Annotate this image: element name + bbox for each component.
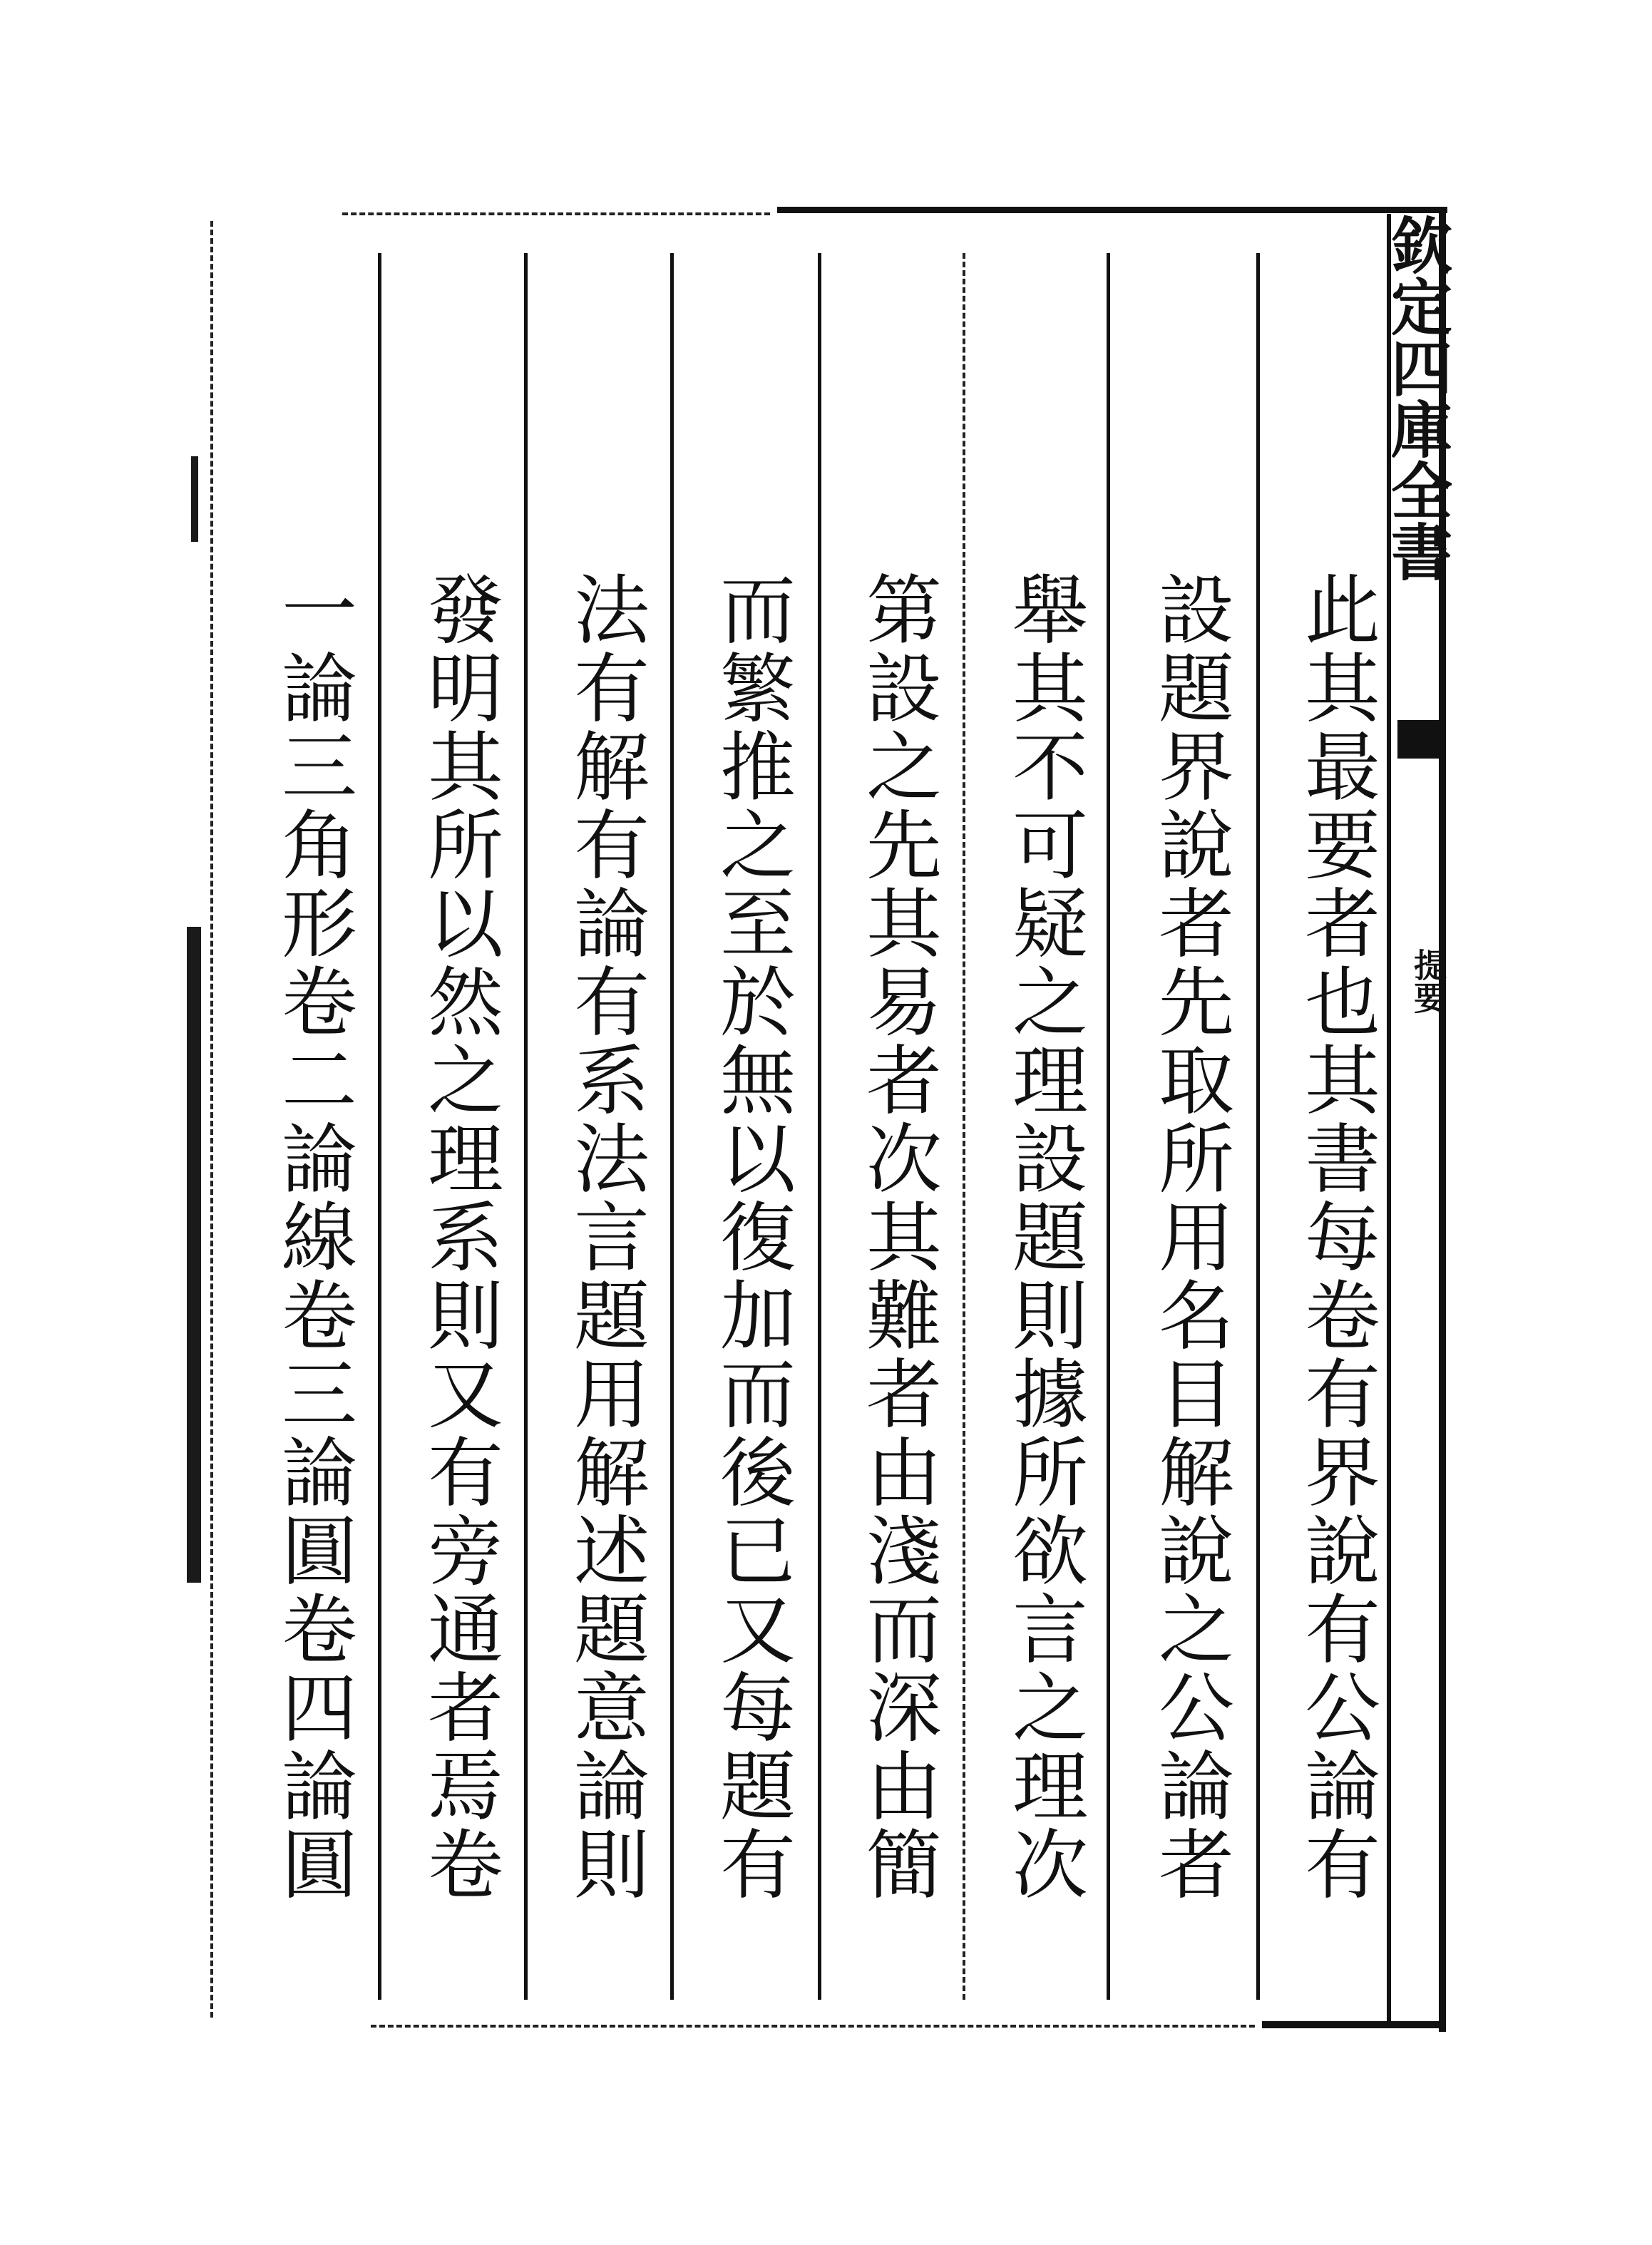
- bottom-border-rule: [1262, 2021, 1446, 2028]
- text-column-2: 設題界說者先取所用名目解說之公論者: [1146, 570, 1234, 1904]
- binding-mark: [191, 456, 198, 542]
- text-column-6: 法有解有論有系法言題用解述題意論則: [562, 570, 650, 1904]
- text-column-5: 而繁推之至於無以復加而後已又每題有: [708, 570, 796, 1904]
- text-column-3: 舉其不可疑之理設題則據所欲言之理次: [1000, 570, 1088, 1904]
- column-divider: [1107, 253, 1110, 2000]
- column-divider: [1256, 253, 1260, 2000]
- top-border-dotted: [342, 212, 770, 215]
- column-divider: [670, 253, 674, 2000]
- column-divider: [524, 253, 528, 2000]
- top-border-rule: [777, 207, 1447, 213]
- binding-mark: [187, 927, 201, 1583]
- fishtail-mark: [1397, 720, 1442, 759]
- left-border-dotted: [210, 221, 213, 2018]
- column-divider: [963, 253, 965, 2000]
- bottom-border-dotted: [371, 2025, 1255, 2028]
- column-divider: [378, 253, 381, 2000]
- text-column-4: 第設之先其易者次其難者由淺而深由簡: [854, 570, 942, 1904]
- margin-section-label: 提要: [1409, 948, 1447, 1014]
- text-column-8: 一論三角形卷二論線卷三論圓卷四論圓: [270, 570, 357, 1904]
- column-divider: [818, 253, 821, 2000]
- text-column-7: 發明其所以然之理系則又有旁通者焉卷: [416, 570, 503, 1904]
- text-column-1: 此其最要者也其書每卷有界說有公論有: [1293, 570, 1380, 1904]
- margin-title: 欽定四庫全書: [1380, 214, 1452, 582]
